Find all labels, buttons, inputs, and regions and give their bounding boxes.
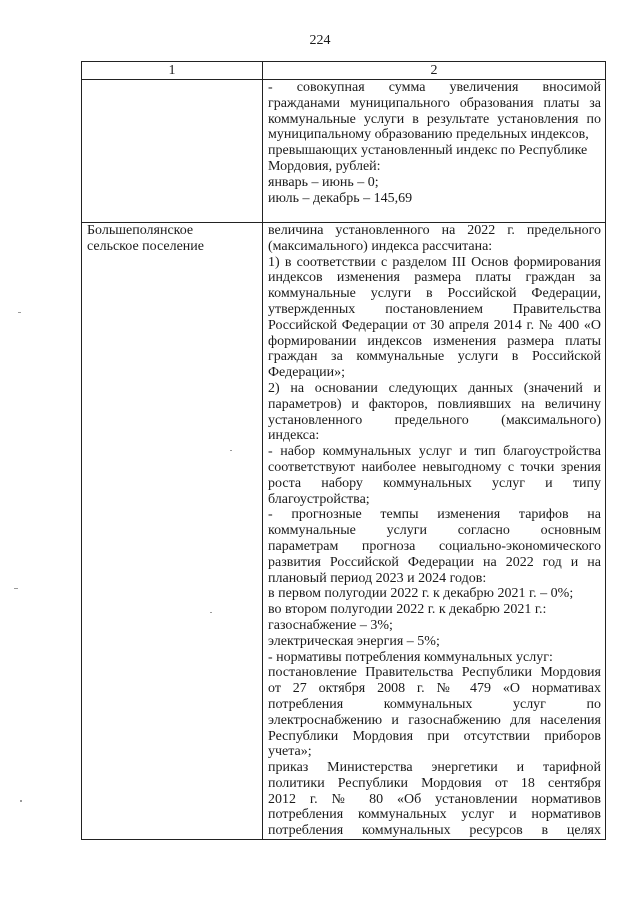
continuation-text-line: - совокупная сумма увеличения вносимой [268,80,601,95]
index-text-line: коммунальные услуги согласно основным [268,523,601,539]
index-text-line: потребления коммунальных услуг и нормативов [268,807,601,823]
index-text-line: - набор коммунальных услуг и тип благоустройства [268,444,601,460]
index-text-line: (максимального) индекса рассчитана: [268,238,493,254]
index-text-line: 2012 г. № 80 «Об установлении нормативов [268,791,601,807]
index-text-line: индекса: [268,428,320,444]
index-text-line: благоустройства; [268,491,370,507]
index-text-line: во втором полугодии 2022 г. к декабрю 2021 г.: [268,602,547,618]
index-text-line: плановый период 2023 и 2024 годов: [268,570,487,586]
scan-speck [230,450,232,451]
continuation-text-line: Мордовия, рублей: [268,158,381,174]
index-text-line: соответствуют наиболее невыгодному с точки зрения [268,459,601,475]
continuation-text-line: коммунальные услуги в результате установления по [268,111,601,127]
index-text-line: параметрам прогноза социально-экономического [268,538,601,554]
index-text-line: потребления коммунальных ресурсов в целях [268,823,601,839]
index-text-line: роста набору коммунальных услуг и типу [268,475,601,491]
column-header-1: 1 [82,62,263,80]
right-cell-index-description [263,223,606,840]
index-text-line: граждан за коммунальные услуги в Российской [268,349,601,365]
table-header-row [82,62,606,80]
table-row-settlement [82,223,606,840]
document-table [81,61,606,840]
scan-speck [20,800,22,802]
index-text-line: учета»; [268,744,312,760]
index-text-line: потребления коммунальных услуг по [268,696,601,712]
index-text-line: Федерации»; [268,365,346,381]
index-text-line: постановление Правительства Республики Мордовия [268,665,601,681]
index-text-line: Республики Мордовия при отсутствии приборов [268,728,601,744]
index-text-line: величина установленного на 2022 г. предельного [268,223,601,238]
index-text-line: параметров) и факторов, повлиявших на величину [268,396,601,412]
column-header-2: 2 [263,62,606,80]
index-text-line: 1) в соответствии с разделом III Основ формирования [268,254,601,270]
scan-speck [14,588,18,589]
page-number: 224 [309,33,331,48]
index-text-line: развития Российской Федерации на 2022 год и на [268,554,601,570]
index-text-line: в первом полугодии 2022 г. к декабрю 2021 г. – 0%; [268,586,574,602]
continuation-text-line: июль – декабрь – 145,69 [268,190,413,206]
right-cell-continuation [263,80,606,223]
scan-speck [210,612,212,613]
index-text-line: индексов изменения размера платы граждан за [268,270,601,286]
index-text-line: от 27 октября 2008 г. № 479 «О нормативах [268,681,601,697]
settlement-name-cell [82,223,263,840]
index-text-line: коммунальные услуги в Российской Федерации, [268,286,601,302]
index-text-line: формировании индексов изменения размера платы [268,333,601,349]
index-text-line: газоснабжение – 3%; [268,617,393,633]
continuation-text-line: январь – июнь – 0; [268,174,379,190]
continuation-text-line: превышающих установленный индекс по Республике [268,143,588,159]
index-text-line: 2) на основании следующих данных (значений и [268,380,601,396]
index-text-line: электрическая энергия – 5%; [268,633,440,649]
index-text-line: установленного предельного (максимального) [268,412,601,428]
index-text-line: политики Республики Мордовия от 18 сентября [268,775,601,791]
index-text-line: - прогнозные темпы изменения тарифов на [268,507,601,523]
index-text-line: утвержденных постановлением Правительства [268,301,601,317]
continuation-text-line: гражданами муниципального образования платы за [268,95,601,111]
index-text-line: приказ Министерства энергетики и тарифной [268,760,601,776]
scan-speck [18,312,21,313]
left-cell-empty [82,80,263,223]
table-row-continuation [82,80,606,223]
index-text-line: - нормативы потребления коммунальных услуг: [268,649,553,665]
settlement-name-line-1: Большеполянское [87,223,194,238]
index-text-line: Российской Федерации от 30 апреля 2014 г. № 400 «О [268,317,601,333]
index-text-line: электроснабжению и газоснабжению для населения [268,712,601,728]
continuation-text-line: муниципальному образованию предельных индексов, [268,127,589,143]
settlement-name-line-2: сельское поселение [87,238,204,254]
